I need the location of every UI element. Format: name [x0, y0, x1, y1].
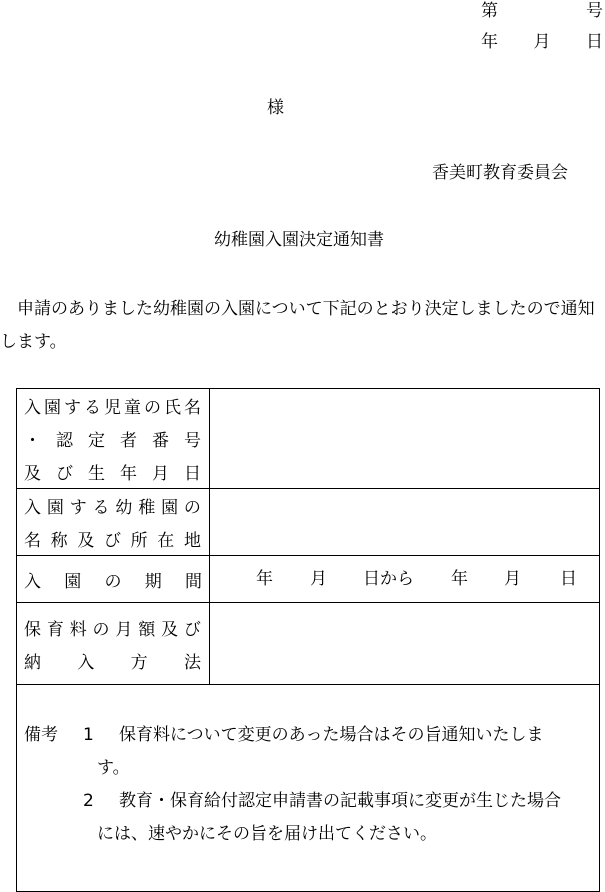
kindergarten-label [17, 489, 210, 556]
label-char: び [103, 531, 121, 551]
table-row [17, 685, 600, 892]
label-char: 地 [183, 531, 201, 551]
label-char: 入 [24, 498, 41, 518]
label-char: す [69, 498, 87, 518]
remarks-item1-line1: 保育料について変更のあった場合はその旨通知いたしま [119, 725, 544, 745]
label-char: 童 [124, 398, 141, 418]
document-number [481, 1, 603, 21]
label-char: 児 [104, 398, 121, 418]
date-year: 年 [481, 32, 498, 52]
label-char: 及 [77, 531, 95, 551]
label-char: 生 [88, 464, 105, 484]
fee-value [210, 603, 600, 685]
label-char: 入 [24, 571, 41, 592]
label-char: る [92, 498, 110, 518]
label-char: 月 [115, 619, 133, 640]
date-day: 日 [586, 32, 603, 52]
label-char: 者 [120, 431, 137, 451]
label-char: 育 [46, 619, 64, 640]
label-char: 認 [56, 431, 73, 451]
issuer: 香美町教育委員会 [432, 163, 568, 183]
label-char: 稚 [138, 498, 156, 518]
label-char: 及 [161, 619, 179, 640]
date-month: 月 [533, 32, 551, 52]
label-char: び [56, 464, 73, 484]
label-char: 保 [24, 619, 41, 640]
label-char: 月 [152, 464, 169, 484]
remarks-cell [17, 685, 600, 892]
child-info-label [17, 389, 210, 489]
remarks-item2-line2: には、速やかにその旨を届け出てください。 [97, 824, 437, 844]
document-title: 幼稚園入園決定通知書 [214, 230, 384, 250]
label-char: 氏 [164, 398, 181, 418]
label-char: 在 [157, 531, 175, 551]
fee-label [17, 603, 210, 685]
addressee: 様 [267, 98, 284, 118]
label-char: の [104, 571, 122, 592]
kindergarten-value [210, 489, 600, 556]
label-char: 額 [138, 619, 156, 640]
period-year2: 年 [451, 569, 468, 589]
remarks-item2-number: 2 [83, 791, 94, 811]
label-char: 園 [161, 498, 179, 518]
remarks-item1-number: 1 [83, 725, 94, 745]
period-month2: 月 [504, 569, 521, 589]
label-char: の [92, 619, 110, 640]
period-day-from: 日から [363, 569, 414, 589]
label-line [17, 563, 209, 596]
label-char: 園 [46, 498, 64, 518]
label-char: す [64, 398, 81, 418]
remarks-item2-line1: 教育・保育給付認定申請書の記載事項に変更が生じた場合 [119, 791, 561, 811]
intro-paragraph: 申請のありました幼稚園の入園について下記のとおり決定しましたので通知します。 [0, 299, 595, 352]
number-prefix: 第 [481, 1, 498, 21]
label-char: 納 [24, 652, 41, 673]
issue-date [481, 32, 603, 52]
label-char: 日 [184, 464, 201, 484]
label-char: 称 [50, 531, 68, 551]
label-line [17, 489, 209, 522]
label-char: 年 [120, 464, 137, 484]
label-char: 号 [184, 431, 201, 451]
label-char: の [183, 498, 201, 518]
label-char: 名 [184, 398, 201, 418]
label-char: 園 [64, 571, 82, 592]
label-line [17, 522, 209, 555]
label-char: ・ [24, 431, 41, 451]
label-char: 園 [44, 398, 61, 418]
table-row [17, 603, 600, 685]
period-day2: 日 [560, 569, 577, 589]
table-row [17, 389, 600, 489]
label-char: 入 [24, 398, 41, 418]
label-char: 及 [24, 464, 41, 484]
label-char: 幼 [115, 498, 133, 518]
label-char: 所 [130, 531, 148, 551]
decision-table [16, 388, 600, 892]
period-label [17, 556, 210, 603]
child-info-value [210, 389, 600, 489]
label-line [17, 455, 209, 488]
label-char: る [84, 398, 101, 418]
label-char: 入 [77, 652, 95, 673]
label-char: び [183, 619, 201, 640]
label-char: 定 [88, 431, 105, 451]
remarks-heading: 備考 [24, 725, 58, 745]
label-char: 間 [185, 571, 202, 592]
table-row [17, 489, 600, 556]
label-char: 料 [69, 619, 87, 640]
period-value [210, 556, 600, 603]
period-month1: 月 [310, 569, 327, 589]
label-char: 方 [130, 652, 148, 673]
label-line [17, 389, 209, 422]
label-line [17, 422, 209, 455]
label-char: 名 [24, 531, 41, 551]
label-line [17, 644, 209, 677]
number-suffix: 号 [586, 1, 603, 21]
label-char: 番 [152, 431, 169, 451]
period-year1: 年 [256, 569, 273, 589]
label-char: 期 [144, 571, 162, 592]
table-row [17, 556, 600, 603]
label-char: の [144, 398, 161, 418]
label-char: 法 [183, 652, 201, 673]
remarks-item1-line2: す。 [97, 758, 130, 778]
label-line [17, 611, 209, 644]
